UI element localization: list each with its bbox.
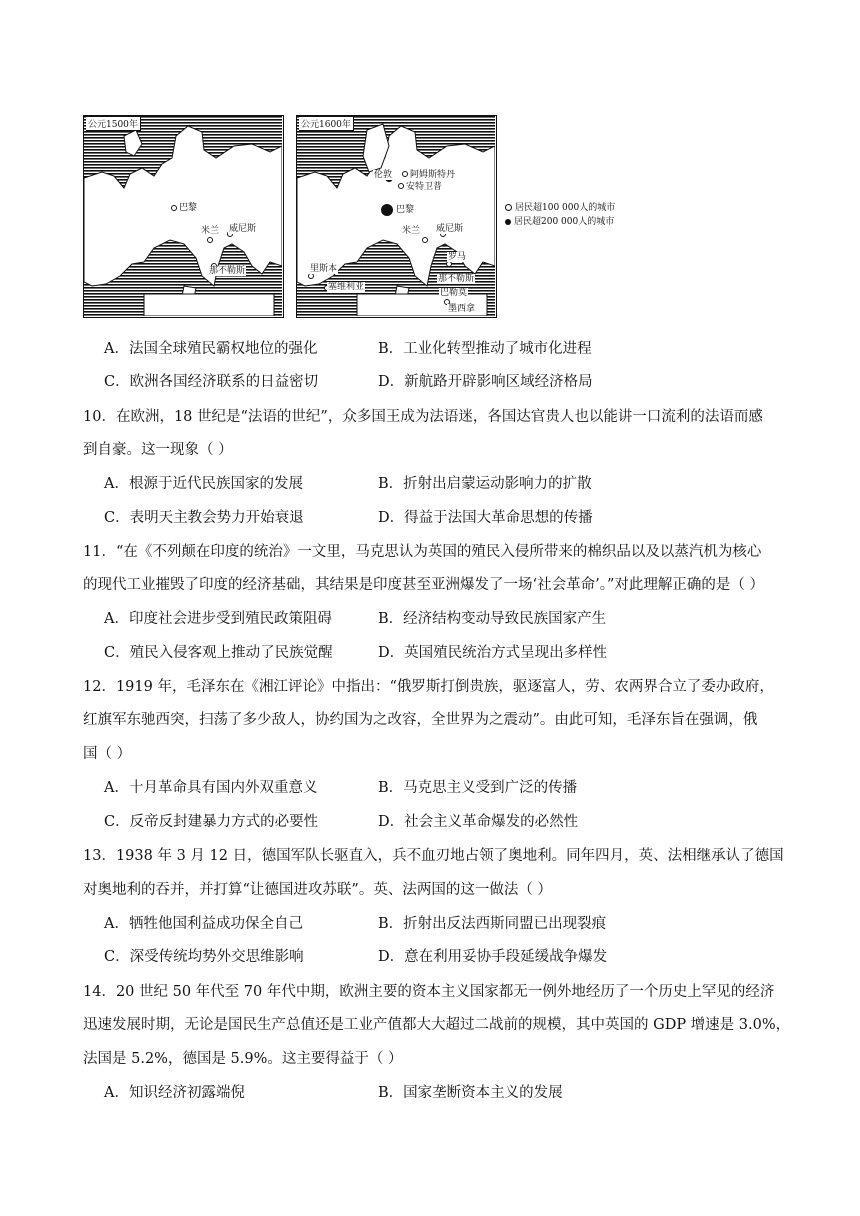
q13-option-b: B．折射出反法西斯同盟已出现裂痕 — [378, 916, 607, 932]
q13-option-d: D．意在利用妥协手段延缓战争爆发 — [378, 949, 608, 965]
filled-circle-icon — [505, 219, 511, 225]
map-1500 — [83, 115, 284, 318]
q11-option-c: C．殖民入侵客观上推动了民族觉醒 — [104, 645, 333, 661]
city-naples: 那不勒斯 — [438, 274, 475, 284]
q10-stem-line2: 到自豪。这一现象（ ） — [83, 442, 233, 458]
q12-option-c: C．反帝反封建暴力方式的必要性 — [104, 814, 319, 830]
city-london: 伦敦 — [374, 170, 393, 180]
q14-stem-line2: 迅速发展时期，无论是国民生产总值还是工业产值都大大超过二战前的规模，其中英国的 GDP 增速是 3.0%， — [83, 1017, 791, 1033]
city-antwerp: 安特卫普 — [406, 182, 443, 192]
q12-option-a: A．十月革命具有国内外双重意义 — [104, 780, 318, 796]
city-rome: 罗马 — [448, 252, 467, 262]
map-1600-title: 公元1600年 — [299, 117, 354, 131]
q13-stem-line2: 对奥地利的吞并，并打算“让德国进攻苏联”。英、法两国的这一做法（ ） — [83, 882, 552, 898]
q13-option-a: A．牺牲他国利益成功保全自己 — [104, 916, 303, 932]
legend-item-100k — [505, 201, 615, 215]
city-milan: 米兰 — [201, 226, 220, 236]
city-messina: 墨西拿 — [448, 304, 476, 314]
q12-stem-line2: 红旗军东驰西突，扫荡了多少敌人，协约国为之改容，全世界为之震动”。由此可知，毛泽东旨在强调，俄 — [83, 712, 758, 728]
q11-stem-line2: 的现代工业摧毁了印度的经济基础，其结果是印度甚至亚洲爆发了一场‘社会革命’。”对此理解正确的是（ ） — [83, 577, 764, 593]
q14-option-a: A．知识经济初露端倪 — [104, 1085, 245, 1101]
q9-option-a: A．法国全球殖民霸权地位的强化 — [104, 341, 318, 357]
q11-stem-line1: 11．“在《不列颠在印度的统治》一文里，马克思认为英国的殖民入侵所带来的棉织品以及以蒸汽机为核心 — [83, 544, 762, 560]
city-milan: 米兰 — [402, 226, 421, 236]
city-venice: 威尼斯 — [229, 224, 257, 234]
q12-option-b: B．马克思主义受到广泛的传播 — [378, 780, 578, 796]
q10-stem-line1: 10．在欧洲，18 世纪是“法语的世纪”，众多国王成为法语迷，各国达官贵人也以能讲一口流利的法语而感 — [83, 409, 763, 425]
map-legend — [505, 201, 615, 229]
q11-option-d: D．英国殖民统治方式呈现出多样性 — [378, 645, 608, 661]
open-circle-icon — [505, 204, 512, 211]
city-palermo: 巴勒莫 — [440, 288, 468, 298]
q10-option-c: C．表明天主教会势力开始衰退 — [104, 510, 304, 526]
city-paris: 巴黎 — [396, 205, 415, 215]
q11-option-b: B．经济结构变动导致民族国家产生 — [378, 611, 607, 627]
q11-option-a: A．印度社会进步受到殖民政策阻碍 — [104, 611, 332, 627]
q10-option-b: B．折射出启蒙运动影响力的扩散 — [378, 476, 592, 492]
q12-stem-line3: 国（ ） — [83, 746, 132, 762]
q14-stem-line3: 法国是 5.2%，德国是 5.9%。这主要得益于（ ） — [83, 1051, 403, 1067]
q12-option-d: D．社会主义革命爆发的必然性 — [378, 814, 579, 830]
map-1500-title: 公元1500年 — [86, 117, 141, 131]
legend-label-200k: 居民超200 000人的城市 — [514, 217, 615, 227]
city-naples: 那不勒斯 — [209, 266, 246, 276]
q12-stem-line1: 12．1919 年，毛泽东在《湘江评论》中指出：“俄罗斯打倒贵族，驱逐富人，劳、农两界合立了委办政府， — [83, 679, 774, 695]
city-seville: 塞维利亚 — [328, 282, 365, 292]
q9-option-d: D．新航路开辟影响区域经济格局 — [378, 374, 593, 390]
q13-stem-line1: 13．1938 年 3 月 12 日，德国军队长驱直入，兵不血刃地占领了奥地利。同年四月，英、法相继承认了德国 — [83, 848, 784, 864]
city-lisbon: 里斯本 — [310, 264, 338, 274]
q14-stem-line1: 14．20 世纪 50 年代至 70 年代中期，欧洲主要的资本主义国家都无一例外地经历了一个历史上罕见的经济 — [83, 984, 775, 1000]
q13-option-c: C．深受传统均势外交思维影响 — [104, 949, 304, 965]
q10-option-d: D．得益于法国大革命思想的传播 — [378, 510, 593, 526]
q14-option-b: B．国家垄断资本主义的发展 — [378, 1085, 563, 1101]
city-venice: 威尼斯 — [436, 224, 464, 234]
map-1600 — [296, 115, 497, 318]
map-1500-drawing — [84, 116, 282, 316]
q9-option-c: C．欧洲各国经济联系的日益密切 — [104, 374, 319, 390]
city-paris: 巴黎 — [179, 203, 198, 213]
city-maps-figure — [83, 115, 616, 320]
city-amsterdam: 阿姆斯特丹 — [410, 170, 456, 180]
legend-label-100k: 居民超100 000人的城市 — [515, 203, 616, 213]
q9-option-b: B．工业化转型推动了城市化进程 — [378, 341, 592, 357]
legend-item-200k — [505, 215, 615, 229]
q10-option-a: A．根源于近代民族国家的发展 — [104, 476, 303, 492]
